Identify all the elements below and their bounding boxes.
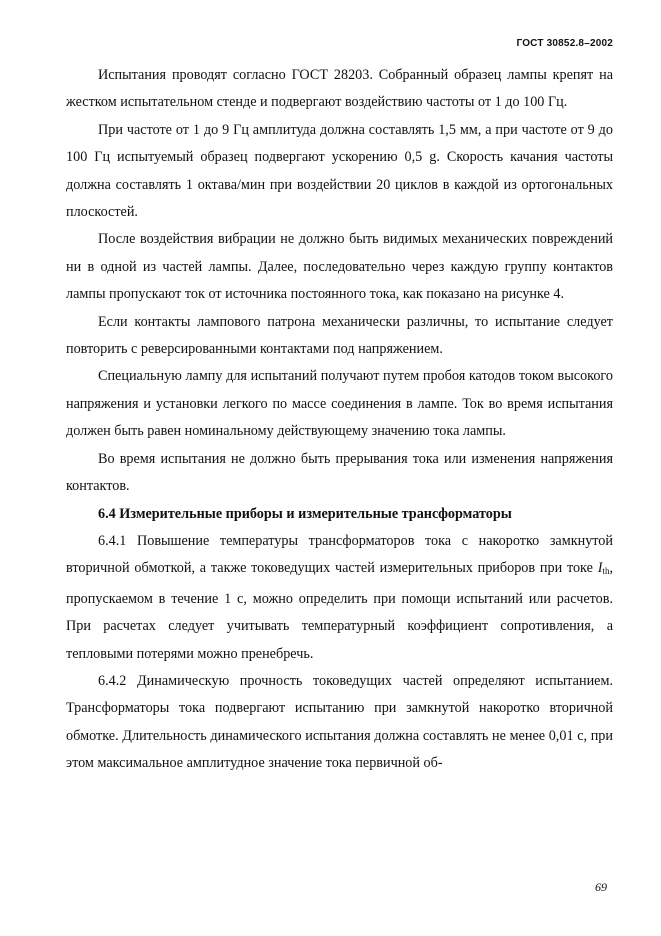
paragraph-frequency-amplitude: При частоте от 1 до 9 Гц амплитуда должна составлять 1,5 мм, а при частоте от 9 до 100 Гц испытуемый образец подвергают ускорению 0,5 g. Скорость качания частоты должна составлять 1 октава/мин при воздействии 20 циклов в каждой из ортогональных плоскостей. — [66, 121, 613, 221]
paragraph-after-vibration: После воздействия вибрации не должно быть видимых механических повреждений ни в одной из частей лампы. Далее, последовательно через каждую группу контактов лампы пропускают ток от источника постоянного тока, как показано на рисунке 4. — [66, 231, 613, 303]
document-code-header: ГОСТ 30852.8–2002 — [516, 38, 613, 49]
paragraph-6-4-1 — [66, 528, 613, 668]
paragraph-6-4-1-part-a: 6.4.1 Повышение температуры трансформаторов тока с накоротко замкнутой вторичной обмоткой, а также токоведущих частей измерительных приборов при токе — [66, 532, 613, 577]
current-symbol: I — [597, 560, 603, 577]
paragraph-special-lamp: Специальную лампу для испытаний получают путем пробоя катодов током высокого напряжения и установки легкого по массе соединения в лампе. Ток во время испытания должен быть равен номинальному действующему значению тока лампы. — [66, 368, 613, 440]
current-subscript: th — [602, 566, 610, 577]
paragraph-no-interruption: Во время испытания не должно быть прерывания тока или изменения напряжения контактов. — [66, 450, 613, 495]
page-number: 69 — [595, 880, 607, 894]
paragraph-6-4-1-part-b: , пропускаемом в течение 1 с, можно определить при помощи испытаний или расчетов. При расчетах следует учитывать температурный коэффициент сопротивления, а тепловыми потерями можно пренебречь. — [66, 560, 613, 662]
paragraph-test-procedure: Испытания проводят согласно ГОСТ 28203. Собранный образец лампы крепят на жестком испытательном стенде и подвергают воздействию частоты от 1 до 100 Гц. — [66, 67, 613, 111]
paragraph-contacts-reversal: Если контакты лампового патрона механически различны, то испытание следует повторить с реверсированными контактами под напряжением. — [66, 313, 613, 358]
section-heading-6-4: 6.4 Измерительные приборы и измерительные трансформаторы — [98, 505, 512, 522]
paragraph-6-4-2: 6.4.2 Динамическую прочность токоведущих частей определяют испытанием. Трансформаторы тока подвергают испытанию при замкнутой накоротко вторичной обмотке. Длительность динамического испытания должна составлять не менее 0,01 с, при этом максимальное амплитудное значение тока первичной об- — [66, 672, 613, 772]
body-text — [66, 62, 613, 778]
